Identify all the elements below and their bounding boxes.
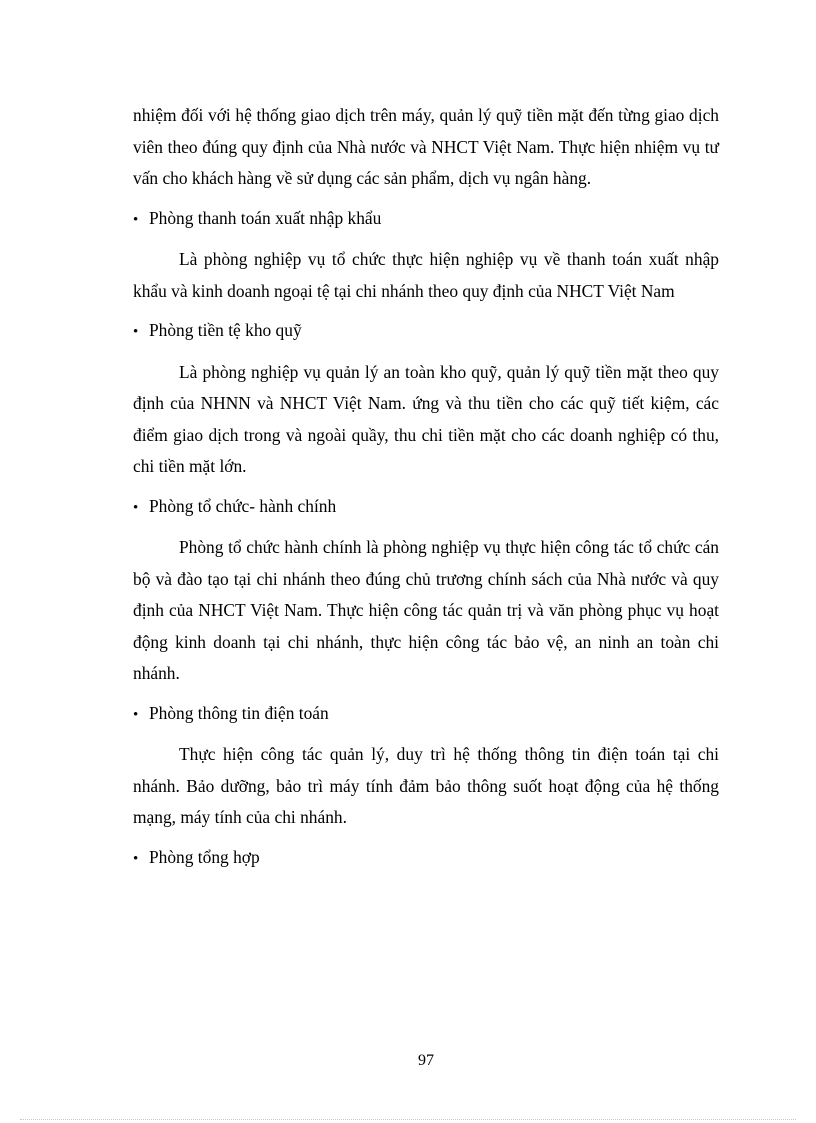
paragraph-giao-dich: nhiệm đối với hệ thống giao dịch trên máy, quản lý quỹ tiền mặt đến từng giao dịch viên theo đúng quy định của Nhà nước và NHCT Việt Nam. Thực hiện nhiệm vụ tư vấn cho khách hàng về sử dụng các sản phẩm, dịch vụ ngân hàng. (133, 105, 719, 188)
bullet-icon: • (133, 211, 139, 228)
document-body (133, 100, 719, 883)
bullet-thong-tin-dien-toan (133, 698, 719, 732)
page-bottom-divider (20, 1119, 796, 1120)
bullet-tien-te-kho-quy (133, 315, 719, 349)
bullet-label: Phòng tiền tệ kho quỹ (149, 320, 302, 340)
paragraph-to-chuc-hanh-chinh: Phòng tổ chức hành chính là phòng nghiệp vụ thực hiện công tác tổ chức cán bộ và đào tạo tại chi nhánh theo đúng chủ trương chính sách của Nhà nước và quy định của NHCT Việt Nam. Thực hiện công tác quản trị và văn phòng phục vụ hoạt động kinh doanh tại chi nhánh, thực hiện công tác bảo vệ, an ninh an toàn chi nhánh. (133, 537, 719, 683)
page-number: 97 (418, 1052, 434, 1069)
paragraph-thanh-toan-xnk: Là phòng nghiệp vụ tổ chức thực hiện nghiệp vụ về thanh toán xuất nhập khẩu và kinh doanh ngoại tệ tại chi nhánh theo quy định của NHCT Việt Nam (133, 249, 719, 301)
bullet-label: Phòng thanh toán xuất nhập khẩu (149, 207, 382, 228)
bullet-label: Phòng tổ chức- hành chính (149, 495, 337, 516)
bullet-to-chuc-hanh-chinh (133, 491, 719, 525)
bullet-label: Phòng tổng hợp (149, 846, 260, 867)
paragraph-thong-tin-dien-toan: Thực hiện công tác quản lý, duy trì hệ thống thông tin điện toán tại chi nhánh. Bảo dưỡng, bảo trì máy tính đảm bảo thông suốt hoạt động của hệ thống mạng, máy tính của chi nhánh. (133, 744, 719, 827)
bullet-label: Phòng thông tin điện toán (149, 702, 329, 723)
bullet-tong-hop (133, 842, 719, 876)
bullet-icon: • (133, 850, 139, 867)
bullet-icon: • (133, 499, 139, 516)
paragraph-tien-te-kho-quy: Là phòng nghiệp vụ quản lý an toàn kho quỹ, quản lý quỹ tiền mặt theo quy định của NHNN và NHCT Việt Nam. ứng và thu tiền cho các quỹ tiết kiệm, các điểm giao dịch trong và ngoài quầy, thu chi tiền mặt cho các doanh nghiệp có thu, chi tiền mặt lớn. (133, 361, 719, 476)
bullet-thanh-toan-xnk (133, 203, 719, 237)
bullet-icon: • (133, 324, 139, 340)
bullet-icon: • (133, 706, 139, 723)
